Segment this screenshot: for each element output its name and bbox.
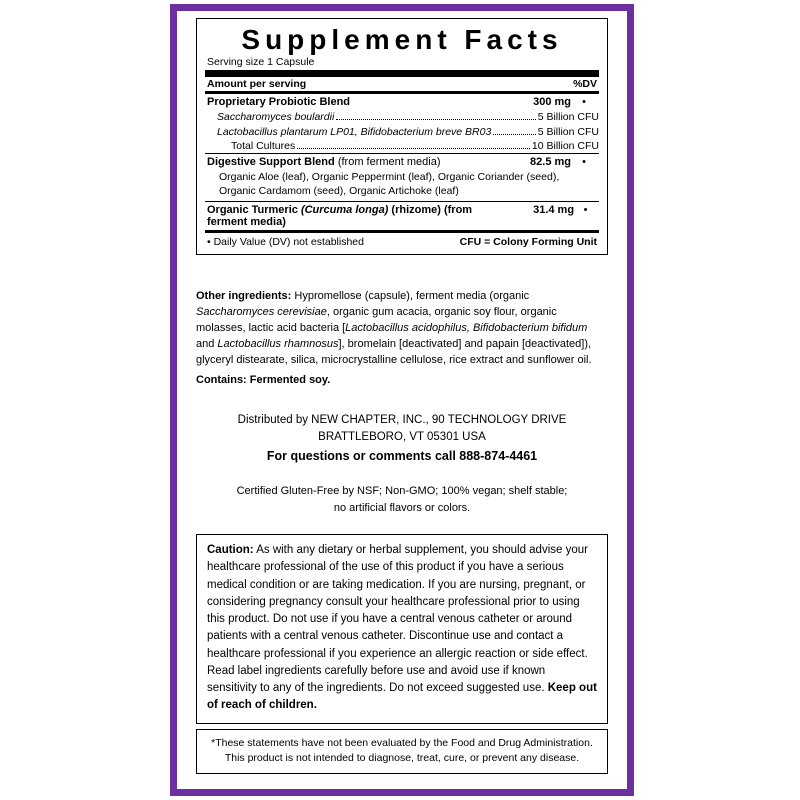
table-row	[205, 154, 599, 170]
row-amount: 31.4 mg	[533, 204, 575, 217]
other-ingredients-text-2: , organic gum acacia, organic soy flour, organic molasses, lactic acid bacteria [	[196, 305, 557, 334]
row-name-suffix: (from ferment media)	[337, 155, 441, 168]
disclaimer-line-1: *These statements have not been evaluated by the Food and Drug Administration.	[211, 737, 593, 749]
row-amount: 82.5 mg	[530, 155, 571, 168]
table-row	[205, 94, 599, 110]
row-name-suffix: (rhizome) (from ferment media)	[207, 204, 473, 229]
supplement-facts-title: Supplement Facts	[241, 24, 563, 55]
amount-per-serving-header	[205, 77, 599, 91]
contains-statement: Contains: Fermented soy.	[196, 374, 331, 386]
table-row	[205, 202, 599, 230]
row-name-wrap	[207, 204, 519, 228]
row-name: Proprietary Probiotic Blend	[207, 96, 351, 109]
row-subitems	[205, 110, 599, 153]
other-ingredients-italic-2: Lactobacillus acidophilus, Bifidobacterium bifidum	[345, 321, 588, 334]
dot-leader	[297, 148, 530, 149]
amount-per-serving-label: Amount per serving	[207, 78, 307, 91]
row-name-wrap	[207, 156, 509, 168]
dv-label: %DV	[573, 78, 597, 91]
caution-keep-out-of-reach: Keep out of reach of children.	[207, 682, 597, 712]
other-ingredients-label: Other ingredients:	[196, 290, 292, 302]
subitem-name: Total Cultures	[231, 139, 296, 152]
distributor-line-1: Distributed by NEW CHAPTER, INC., 90 TECHNOLOGY DRIVE	[237, 414, 567, 426]
distributor-line-2: BRATTLEBORO, VT 05301 USA	[318, 431, 486, 444]
other-ingredients-text-3: and	[196, 337, 218, 350]
dot-leader	[336, 119, 535, 120]
other-ingredients-italic-3: Lactobacillus rhamnosus	[217, 337, 339, 350]
serving-size: Serving size 1 Capsule	[207, 56, 315, 69]
subitem-value: 10 Billion CFU	[531, 139, 599, 152]
row-amount: 300 mg	[533, 96, 571, 109]
caution-text: As with any dietary or herbal supplement, you should advise your healthcare professional of the use of this product if you have a serious medical condition or are taking medication. If you are nursing, pregnant, or considering pregnancy consult your healthcare professional prior to using this product. Do not use if you have a central venous catheter or around patients with a central venous catheter. Discontinue use and contact a healthcare professional if you experience an allergic reaction or side effect. Read label ingredients carefully before use and avoid use if known sensitivity to any of the ingredients. Do not exceed suggested use.	[207, 544, 588, 694]
fda-disclaimer-box	[196, 729, 608, 774]
list-item	[217, 110, 599, 124]
footnote-row	[205, 233, 599, 250]
row-dv: •	[582, 96, 586, 109]
row-name: Digestive Support Blend	[207, 155, 335, 168]
list-item	[217, 125, 599, 139]
other-ingredients-italic-1: Saccharomyces cerevisiae	[196, 305, 327, 318]
disclaimer-line-2: This product is not intended to diagnose, treat, cure, or prevent any disease.	[224, 752, 580, 765]
footnote-dv: • Daily Value (DV) not established	[207, 236, 364, 249]
divider-thick	[205, 70, 599, 77]
subitem-name: Lactobacillus plantarum LP01, Bifidobacterium breve BR03	[217, 125, 492, 138]
row-dv: •	[582, 155, 586, 168]
other-ingredients-text-1: Hypromellose (capsule), ferment media (organic	[291, 290, 530, 302]
certifications-line-2: no artificial flavors or colors.	[333, 502, 471, 515]
caution-box	[196, 534, 608, 724]
subitem-name: Saccharomyces boulardii	[217, 111, 335, 124]
dot-leader	[493, 134, 535, 135]
distributor-phone: For questions or comments call 888-874-4461	[266, 448, 538, 463]
list-item	[217, 139, 599, 153]
subitem-value: 5 Billion CFU	[537, 125, 599, 138]
row-description: Organic Aloe (leaf), Organic Peppermint (leaf), Organic Coriander (seed), Organic Cardamom (seed), Organic Artichoke (leaf)	[219, 170, 560, 198]
certifications-line-1: Certified Gluten-Free by NSF; Non-GMO; 100% vegan; shelf stable;	[236, 485, 568, 497]
row-name: Organic Turmeric	[207, 204, 298, 217]
supplement-facts-panel	[196, 18, 608, 255]
row-dv: •	[583, 204, 588, 217]
certifications-block	[196, 483, 608, 517]
subitem-value: 5 Billion CFU	[537, 111, 599, 124]
row-name-latin: (Curcuma longa)	[300, 204, 389, 217]
other-ingredients	[196, 289, 596, 369]
footnote-cfu: CFU = Colony Forming Unit	[459, 236, 597, 249]
caution-label: Caution:	[207, 544, 254, 556]
distributor-block	[196, 412, 608, 465]
other-ingredients-text-4: ], bromelain [deactivated] and papain [deactivated]), glyceryl distearate, silica, microcrystalline cellulose, rice extract and sunflower oil.	[196, 337, 592, 366]
